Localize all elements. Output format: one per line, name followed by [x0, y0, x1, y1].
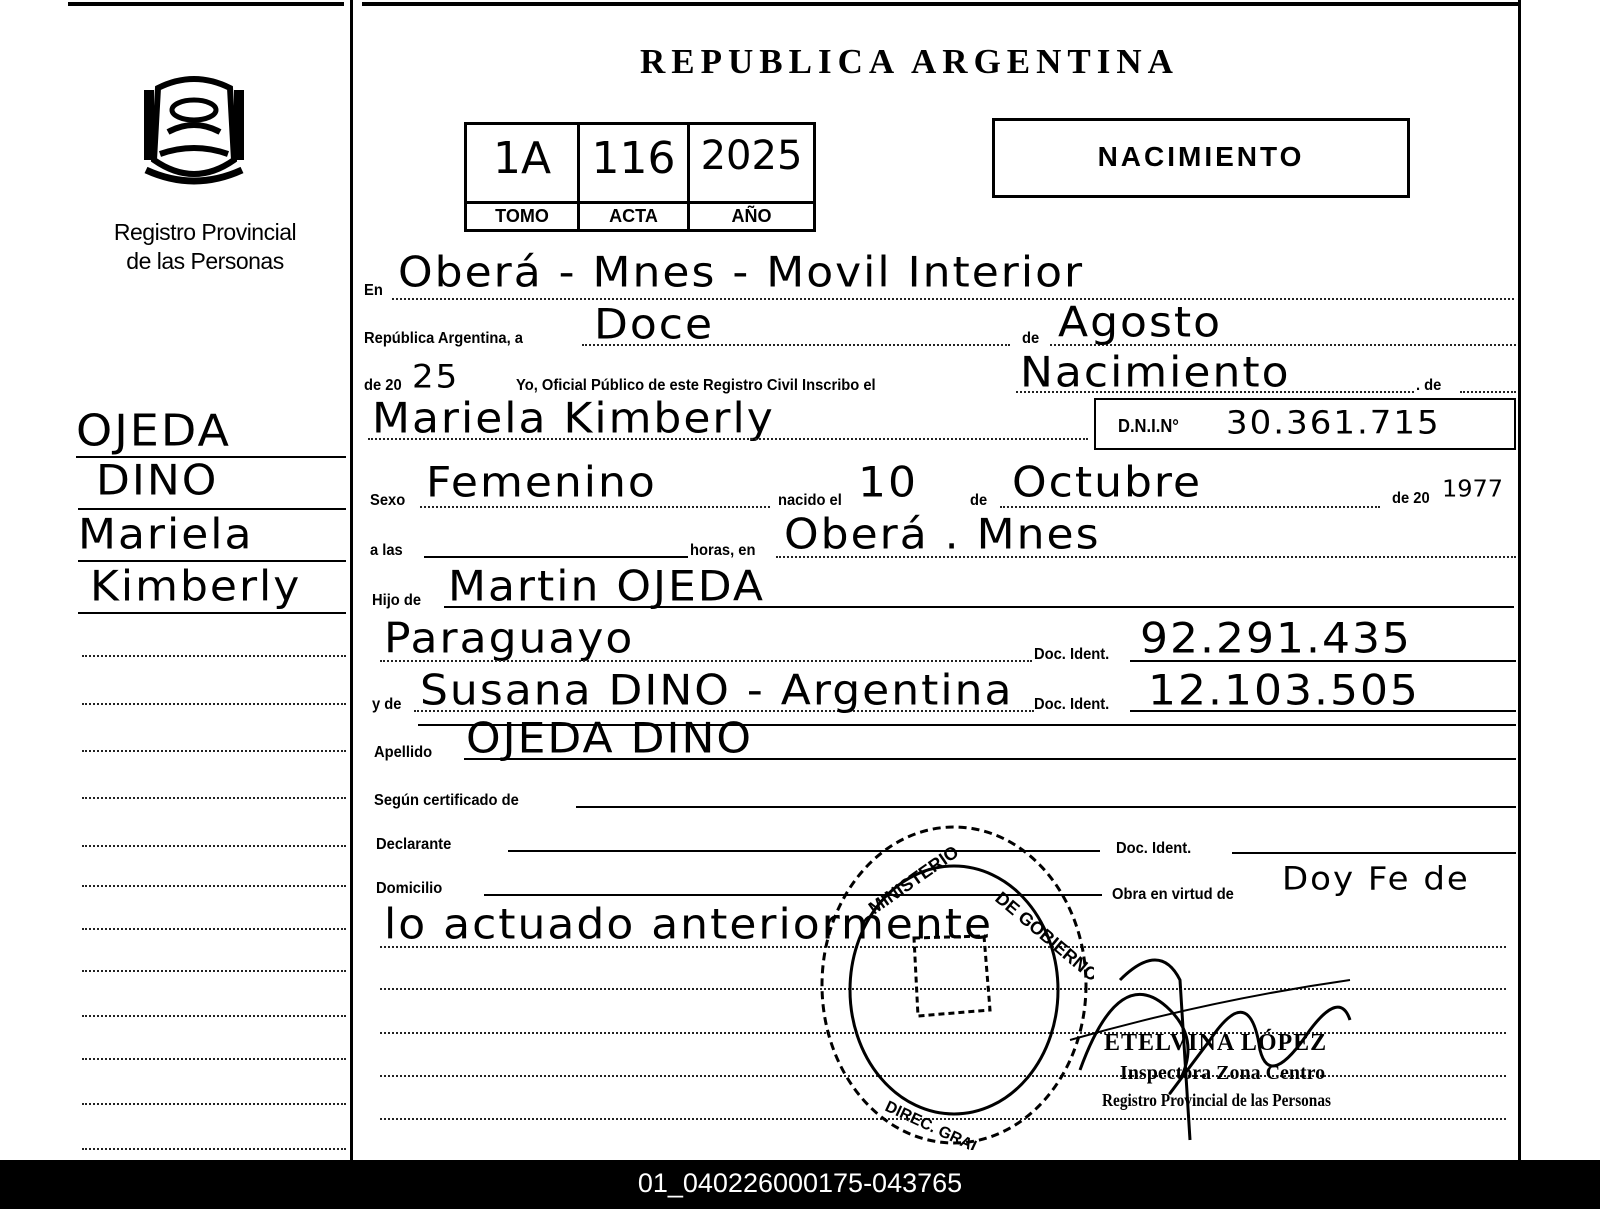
label-segun: Según certificado de	[374, 792, 519, 809]
label-doc-ident-madre: Doc. Ident.	[1034, 696, 1110, 713]
label-de-mes: de	[1022, 330, 1040, 347]
label-obra: Obra en virtud de	[1112, 886, 1234, 903]
line-declarante-doc	[1232, 852, 1516, 854]
anio-value: 2025	[700, 133, 803, 179]
top-rule-right	[362, 2, 1520, 6]
margin-name-3: Mariela	[78, 510, 254, 559]
dni-box	[1094, 398, 1516, 450]
line-padre-nac	[380, 660, 1032, 662]
value-obra2: lo actuado anteriormente	[384, 900, 994, 949]
margin-dotline	[82, 885, 346, 887]
svg-text:DIREC. GRAL.: DIREC. GRAL.	[882, 1098, 988, 1150]
registry-line2: de las Personas	[126, 248, 284, 274]
margin-name-2: DINO	[96, 456, 219, 505]
signatory-name: ETELVINA LÓPEZ	[1104, 1030, 1328, 1056]
margin-dotline	[82, 1103, 346, 1105]
label-hijo: Hijo de	[372, 592, 422, 609]
margin-dotline	[82, 928, 346, 930]
margin-dotline	[82, 750, 346, 752]
label-de-end: . de	[1416, 377, 1442, 394]
margin-dotline	[82, 655, 346, 657]
label-doc-ident2: Doc. Ident.	[1116, 840, 1192, 857]
label-doc-ident: Doc. Ident.	[1034, 646, 1110, 663]
value-padre: Martin OJEDA	[448, 562, 765, 611]
value-madre-doc: 12.103.505	[1148, 666, 1420, 715]
tomo-cell	[467, 125, 577, 229]
document-code: 01_040226000175-043765	[637, 1168, 963, 1198]
margin-dotline	[82, 703, 346, 705]
column-divider	[350, 0, 353, 1160]
top-rule-left	[68, 2, 344, 6]
margin-name-1: OJEDA	[76, 404, 231, 456]
record-type: NACIMIENTO	[1097, 141, 1305, 172]
label-yde: y de	[372, 696, 402, 713]
label-de20: de 20	[364, 377, 402, 394]
acta-value: 116	[591, 133, 676, 184]
label-domicilio: Domicilio	[376, 880, 443, 897]
value-obra: Doy Fe de	[1282, 860, 1470, 898]
value-nac-anio: 1977	[1442, 475, 1504, 502]
anio-label: AÑO	[731, 206, 772, 226]
margin-name-4: Kimberly	[90, 562, 302, 611]
registry-name	[90, 218, 320, 276]
label-de-year: de 20	[1392, 490, 1430, 507]
provincial-emblem-icon	[138, 70, 250, 192]
value-nac-mes: Octubre	[1012, 458, 1203, 507]
margin-dotline	[82, 1015, 346, 1017]
line-nombre	[368, 438, 1088, 440]
label-dni: D.N.I.N°	[1118, 416, 1179, 436]
acta-label: ACTA	[609, 206, 658, 226]
line-en	[392, 298, 1514, 300]
label-sexo: Sexo	[370, 492, 406, 509]
right-border	[1518, 0, 1521, 1160]
label-apellido: Apellido	[374, 744, 433, 761]
tomo-label: TOMO	[495, 206, 549, 226]
line-de-end	[1460, 391, 1516, 393]
value-sexo: Femenino	[426, 458, 657, 507]
record-type-box	[992, 118, 1410, 198]
value-lugar: Oberá - Mnes - Movil Interior	[398, 248, 1085, 297]
value-padre-doc: 92.291.435	[1140, 614, 1412, 663]
label-yo: Yo, Oficial Público de este Registro Civil Inscribo el	[516, 377, 876, 394]
anio-cell	[690, 125, 813, 229]
line-segun	[576, 806, 1516, 808]
label-horas: horas, en	[690, 542, 756, 559]
value-padre-nac: Paraguayo	[384, 614, 635, 663]
svg-text:DE GOBIERNO: DE GOBIERNO	[991, 887, 1094, 986]
value-nombre: Mariela Kimberly	[372, 394, 775, 443]
value-dia: Doce	[594, 300, 715, 349]
margin-dotline	[82, 1058, 346, 1060]
margin-dotline	[82, 845, 346, 847]
official-seal-icon	[814, 820, 1094, 1150]
value-acto: Nacimiento	[1020, 348, 1291, 397]
value-dni: 30.361.715	[1226, 404, 1441, 442]
value-nac-dia: 10	[858, 458, 918, 507]
label-de-nac: de	[970, 492, 988, 509]
svg-text:MINISTERIO: MINISTERIO	[864, 841, 963, 919]
page-title: REPUBLICA ARGENTINA	[640, 42, 1179, 81]
registry-line1: Registro Provincial	[113, 219, 297, 245]
label-en: En	[364, 282, 383, 299]
margin-dotline	[82, 797, 346, 799]
label-republica: República Argentina, a	[364, 330, 523, 347]
label-alas: a las	[370, 542, 403, 559]
signatory-title: Inspectora Zona Centro	[1120, 1062, 1326, 1084]
line-alas	[424, 556, 688, 558]
value-mes: Agosto	[1058, 298, 1223, 347]
tomo-value: 1A	[492, 133, 552, 184]
value-nac-lugar: Oberá . Mnes	[784, 510, 1101, 559]
record-id-box	[464, 122, 816, 232]
acta-cell	[580, 125, 687, 229]
margin-dotline	[82, 970, 346, 972]
value-apellido: OJEDA DINO	[466, 714, 754, 763]
value-madre: Susana DINO - Argentina	[420, 666, 1014, 715]
label-declarante: Declarante	[376, 836, 452, 853]
document-id-bar	[0, 1160, 1600, 1209]
margin-rule-4	[78, 612, 346, 614]
value-anio: 25	[412, 358, 460, 396]
label-nacido: nacido el	[778, 492, 842, 509]
margin-dotline	[82, 1148, 346, 1150]
signatory-org: Registro Provincial de las Personas	[1102, 1090, 1331, 1110]
